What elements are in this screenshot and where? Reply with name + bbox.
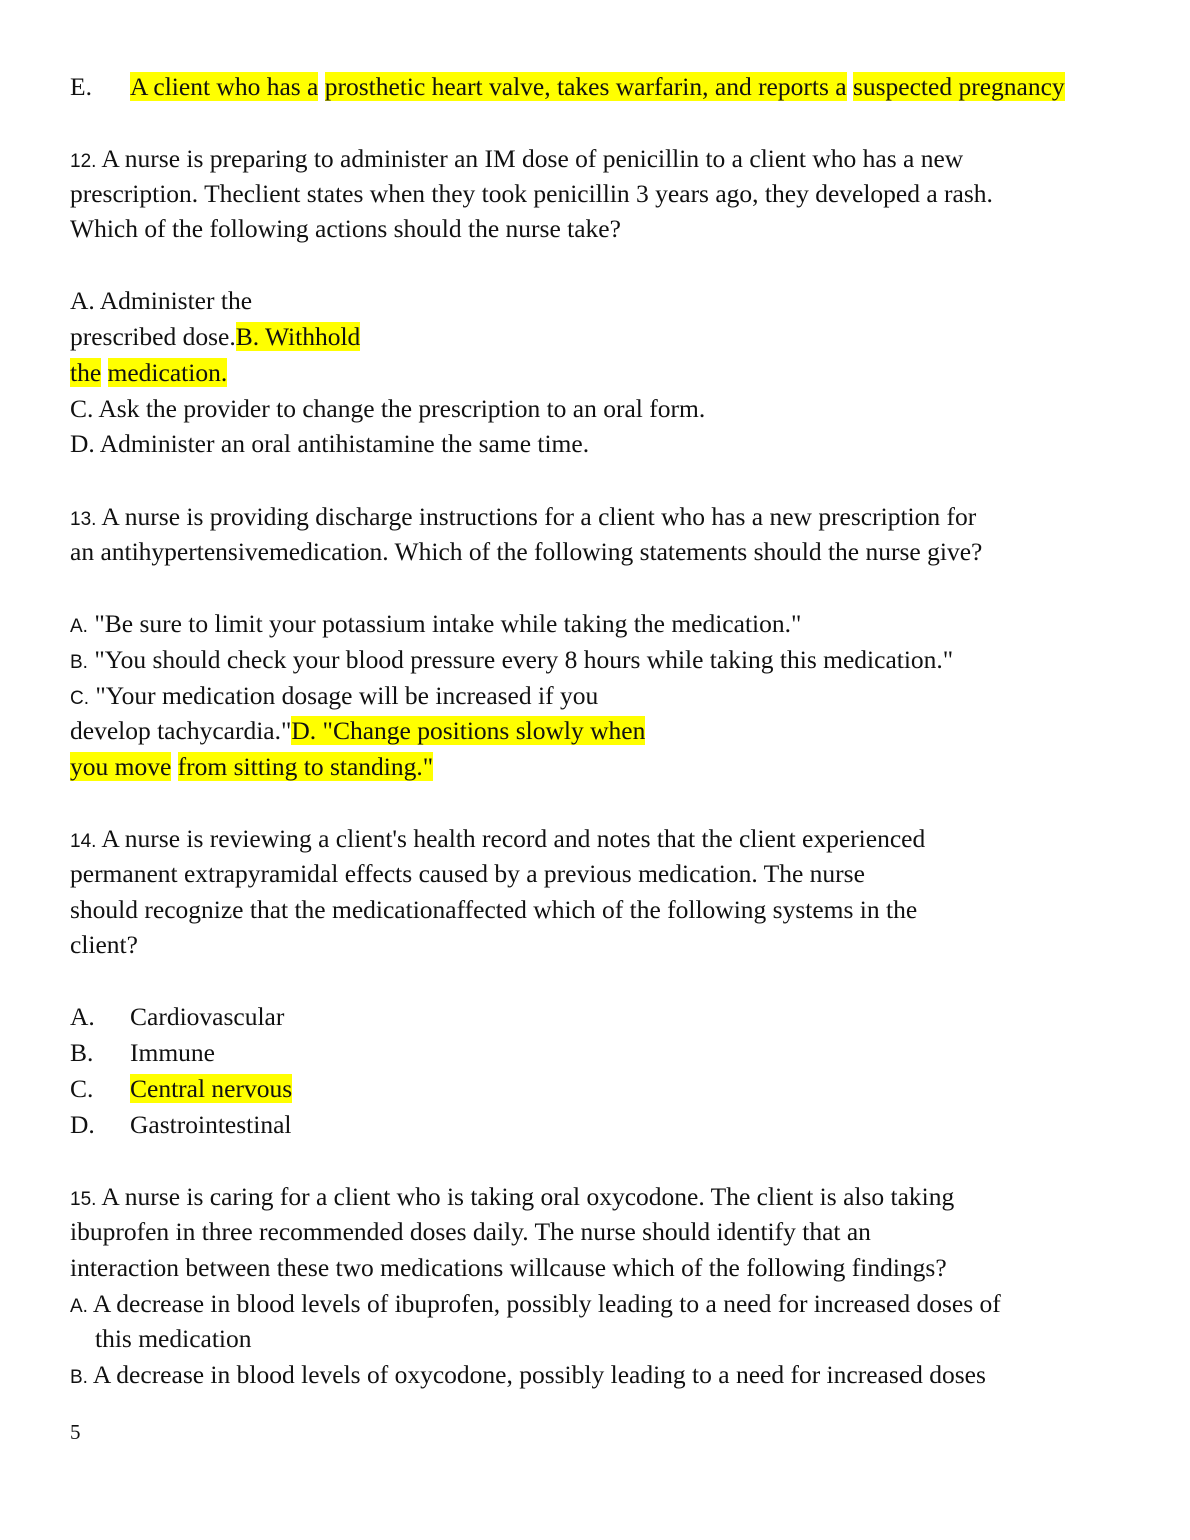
question-13-option-c-d-line: develop tachycardia."D. "Change positions slowly when	[70, 716, 646, 745]
question-15-stem-line: interaction between these two medications willcause which of the following findings?	[70, 1253, 947, 1282]
question-number: 15.	[70, 1189, 97, 1210]
question-12-stem-line: prescription. Theclient states when they took penicillin 3 years ago, they developed a rash.	[70, 179, 993, 208]
option-letter: A.	[70, 1002, 95, 1031]
question-number: 13.	[70, 509, 97, 530]
question-13-stem-line: an antihypertensivemedication. Which of the following statements should the nurse give?	[70, 537, 983, 566]
option-letter: A.	[70, 1296, 88, 1317]
highlighted-answer: suspected pregnancy	[852, 72, 1065, 101]
question-14-option-b: B. Immune	[70, 1036, 215, 1070]
question-12-option-a-b-line: prescribed dose.B. Withhold	[70, 322, 361, 351]
question-12-option-c: C. Ask the provider to change the prescription to an oral form.	[70, 394, 706, 423]
option-letter: E.	[70, 72, 92, 101]
highlighted-answer: prosthetic heart valve, takes warfarin, and reports a	[324, 72, 847, 101]
question-15-option-a-cont: this medication	[95, 1324, 252, 1353]
option-e-line	[70, 70, 1065, 104]
highlighted-answer: medication.	[107, 358, 228, 387]
question-14-option-d: D. Gastrointestinal	[70, 1108, 291, 1142]
option-letter: A.	[70, 616, 88, 637]
question-15-option-b: B. A decrease in blood levels of oxycodone, possibly leading to a need for increased doses	[70, 1360, 986, 1389]
question-14-option-c	[70, 1072, 292, 1106]
question-13-option-d	[70, 750, 433, 784]
highlighted-answer: Central nervous	[130, 1074, 293, 1103]
question-13-stem-line: 13. A nurse is providing discharge instructions for a client who has a new prescription for	[70, 502, 977, 531]
option-letter: B.	[70, 652, 88, 673]
option-letter: D.	[70, 1110, 95, 1139]
question-number: 12.	[70, 151, 97, 172]
option-letter: B.	[70, 1038, 94, 1067]
question-13-option-a: A. "Be sure to limit your potassium intake while taking the medication."	[70, 609, 802, 638]
option-letter: C.	[70, 1074, 94, 1103]
highlighted-answer: D. "Change positions slowly when	[291, 716, 646, 745]
highlighted-answer: B. Withhold	[235, 322, 361, 351]
question-12-option-d: D. Administer an oral antihistamine the same time.	[70, 429, 590, 458]
question-15-stem-line: ibuprofen in three recommended doses daily. The nurse should identify that an	[70, 1217, 871, 1246]
question-15-option-a: A. A decrease in blood levels of ibuprofen, possibly leading to a need for increased doses of	[70, 1289, 1001, 1318]
highlighted-answer: the	[70, 358, 102, 387]
question-12-option-a: A. Administer the	[70, 286, 253, 315]
question-14-stem-line: client?	[70, 930, 138, 959]
option-letter: C.	[70, 688, 89, 709]
page-number: 5	[70, 1420, 81, 1444]
question-14-option-a: A. Cardiovascular	[70, 1000, 284, 1034]
highlighted-answer: A client who has a	[130, 72, 319, 101]
question-15-stem-line: 15. A nurse is caring for a client who is taking oral oxycodone. The client is also taking	[70, 1182, 955, 1211]
question-number: 14.	[70, 831, 97, 852]
question-13-option-c: C. "Your medication dosage will be increased if you	[70, 681, 599, 710]
question-14-stem-line: 14. A nurse is reviewing a client's health record and notes that the client experienced	[70, 824, 926, 853]
question-12-stem-line: Which of the following actions should the nurse take?	[70, 214, 621, 243]
question-12-stem-line: 12. A nurse is preparing to administer an IM dose of penicillin to a client who has a new	[70, 144, 964, 173]
question-12-option-b	[70, 356, 227, 390]
question-14-stem-line: permanent extrapyramidal effects caused by a previous medication. The nurse	[70, 859, 865, 888]
question-13-option-b: B. "You should check your blood pressure every 8 hours while taking this medication."	[70, 645, 954, 674]
highlighted-answer: you move	[70, 752, 172, 781]
highlighted-answer: from sitting to standing."	[177, 752, 434, 781]
option-letter: B.	[70, 1367, 88, 1388]
question-14-stem-line: should recognize that the medicationaffected which of the following systems in the	[70, 895, 918, 924]
